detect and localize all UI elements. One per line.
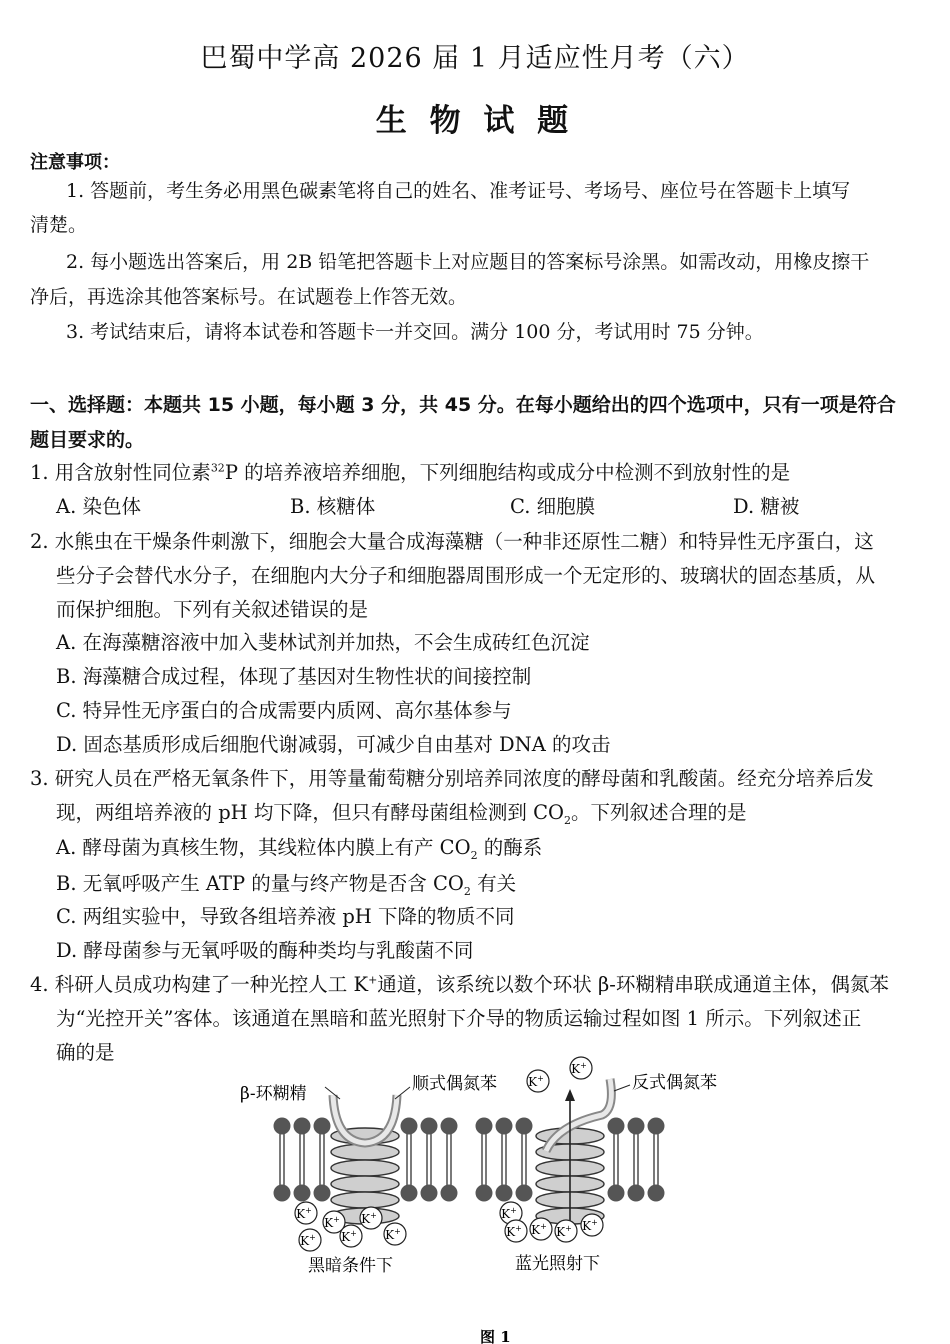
q2-option-b: B. 海藻糖合成过程，体现了基因对生物性状的间接控制 [56, 665, 532, 688]
svg-text:K+: K+ [300, 1233, 316, 1248]
q1-option-d: D. 糖被 [733, 495, 800, 518]
potassium-ion-label: K+ [571, 1061, 587, 1076]
question-2-stem: 而保护细胞。下列有关叙述错误的是 [56, 598, 369, 621]
exam-title: 巴蜀中学高 2026 届 1 月适应性月考（六） [200, 43, 750, 74]
svg-text:K+: K+ [324, 1215, 340, 1230]
question-2-stem: 些分子会替代水分子，在细胞内大分子和细胞器周围形成一个无定形的、玻璃状的固态基质，从 [56, 564, 876, 587]
potassium-ion-group-top [527, 1057, 592, 1092]
note-line: 2. 每小题选出答案后，用 2B 铅笔把答题卡上对应题目的答案标号涂黑。如需改动，用橡皮擦干 [66, 251, 870, 273]
figure-label: 图 1 [480, 1328, 511, 1344]
question-4-stem: 4. 科研人员成功构建了一种光控人工 K+通道，该系统以数个环状 β-环糊精串联成通道主体，偶氮苯 [30, 973, 889, 996]
question-4-stem: 确的是 [56, 1041, 115, 1064]
potassium-ion-label: K+ [528, 1074, 544, 1089]
svg-text:K+: K+ [361, 1211, 377, 1226]
question-2-stem: 2. 水熊虫在干燥条件刺激下，细胞会大量合成海藻糖（一种非还原性二糖）和特异性无序蛋白，这 [30, 530, 874, 553]
note-line: 净后，再选涂其他答案标号。在试题卷上作答无效。 [30, 286, 468, 308]
question-4-stem: 为“光控开关”客体。该通道在黑暗和蓝光照射下介导的物质运输过程如图 1 所示。下列叙述正 [56, 1007, 862, 1030]
svg-text:K+: K+ [296, 1206, 312, 1221]
figure-1-diagram [230, 1055, 750, 1344]
q3-option-a: A. 酵母菌为真核生物，其线粒体内膜上有产 $CO_2$ 的酶系 [56, 836, 543, 862]
caption-blue-light: 蓝光照射下 [515, 1254, 600, 1274]
section-heading-cont: 题目要求的。 [30, 429, 145, 451]
svg-text:K+: K+ [531, 1222, 547, 1237]
label-trans-azobenzene: 反式偶氮苯 [632, 1073, 717, 1093]
q1-option-c: C. 细胞膜 [510, 495, 596, 518]
svg-text:K+: K+ [341, 1229, 357, 1244]
q3-option-c: C. 两组实验中，导致各组培养液 pH 下降的物质不同 [56, 905, 515, 928]
section-heading: 一、选择题：本题共 15 小题，每小题 3 分，共 45 分。在每小题给出的四个选项中，只有一项是符合 [30, 394, 896, 416]
svg-text:K+: K+ [582, 1218, 598, 1233]
q3-option-b: B. 无氧呼吸产生 ATP 的量与终产物是否含 $CO_2$ 有关 [56, 872, 517, 898]
q1-option-a: A. 染色体 [56, 495, 141, 518]
q3-option-d: D. 酵母菌参与无氧呼吸的酶种类均与乳酸菌不同 [56, 939, 474, 962]
caption-dark: 黑暗条件下 [308, 1256, 393, 1276]
svg-text:K+: K+ [501, 1206, 517, 1221]
q2-option-c: C. 特异性无序蛋白的合成需要内质网、高尔基体参与 [56, 699, 512, 722]
q2-option-a: A. 在海藻糖溶液中加入斐林试剂并加热，不会生成砖红色沉淀 [56, 631, 590, 654]
svg-text:K+: K+ [556, 1224, 572, 1239]
subject-title: 生 物 试 题 [375, 103, 575, 139]
question-3-stem: 现，两组培养液的 pH 均下降，但只有酵母菌组检测到 $CO_2$。下列叙述合理的是 [56, 801, 747, 827]
label-beta-cyclodextrin: β-环糊精 [240, 1084, 307, 1104]
note-line: 1. 答题前，考生务必用黑色碳素笔将自己的姓名、准考证号、考场号、座位号在答题卡上填写 [66, 180, 851, 202]
q2-option-d: D. 固态基质形成后细胞代谢减弱，可减少自由基对 DNA 的攻击 [56, 733, 611, 756]
question-1-stem: 1. 用含放射性同位素$^{32}$P 的培养液培养细胞，下列细胞结构或成分中检测不到放射性的是 [30, 461, 791, 484]
notes-heading: 注意事项： [30, 152, 120, 173]
label-cis-azobenzene: 顺式偶氮苯 [412, 1074, 497, 1094]
svg-text:K+: K+ [506, 1224, 522, 1239]
note-line: 3. 考试结束后，请将本试卷和答题卡一并交回。满分 100 分，考试用时 75 分钟。 [66, 321, 764, 343]
svg-text:K+: K+ [385, 1227, 401, 1242]
question-3-stem: 3. 研究人员在严格无氧条件下，用等量葡萄糖分别培养同浓度的酵母菌和乳酸菌。经充分培养后发 [30, 767, 874, 790]
q1-option-b: B. 核糖体 [290, 495, 376, 518]
note-line: 清楚。 [30, 214, 88, 236]
